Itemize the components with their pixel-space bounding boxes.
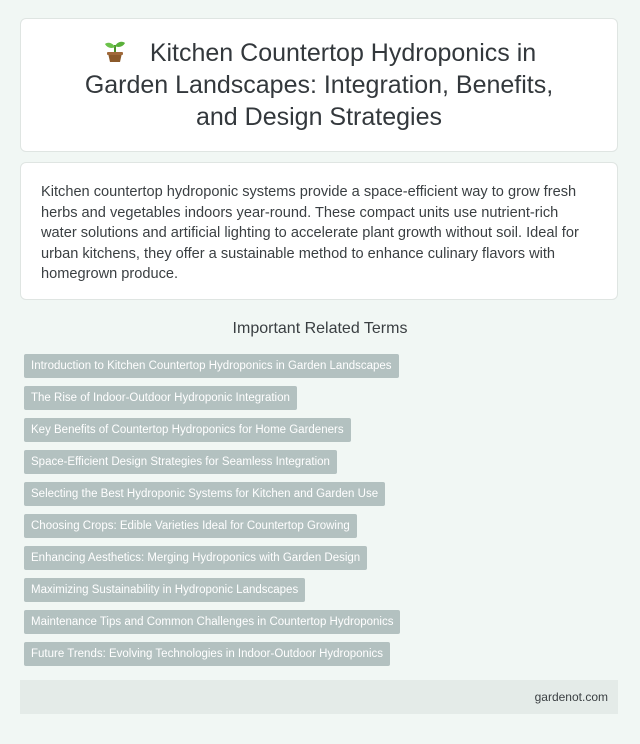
- page-title-text: Kitchen Countertop Hydroponics in Garden Landscapes: Integration, Benefits, and Design Strategies: [84, 39, 554, 131]
- title-card: [20, 18, 618, 152]
- sprout-icon: [102, 38, 128, 64]
- related-term-tag[interactable]: Introduction to Kitchen Countertop Hydroponics in Garden Landscapes: [24, 354, 399, 378]
- intro-text: Kitchen countertop hydroponic systems provide a space-efficient way to grow fresh herbs and vegetables indoors year-round. These compact units use nutrient-rich water solutions and artificial lighting to accelerate plant growth without soil. Ideal for urban kitchens, they offer a sustainable method to enhance culinary flavors with homegrown produce.: [41, 184, 579, 282]
- related-term-tag[interactable]: Key Benefits of Countertop Hydroponics for Home Gardeners: [24, 418, 351, 442]
- related-terms-list: [24, 354, 400, 674]
- related-terms-heading: Important Related Terms: [232, 320, 408, 337]
- related-term-tag[interactable]: Selecting the Best Hydroponic Systems for Kitchen and Garden Use: [24, 482, 385, 506]
- related-term-tag[interactable]: Choosing Crops: Edible Varieties Ideal for Countertop Growing: [24, 514, 357, 538]
- related-term-tag[interactable]: Future Trends: Evolving Technologies in Indoor-Outdoor Hydroponics: [24, 642, 390, 666]
- related-term-tag[interactable]: Maximizing Sustainability in Hydroponic Landscapes: [24, 578, 305, 602]
- footer: [20, 680, 618, 714]
- related-term-tag[interactable]: Maintenance Tips and Common Challenges in Countertop Hydroponics: [24, 610, 400, 634]
- footer-site-link[interactable]: gardenot.com: [534, 690, 608, 704]
- intro-card: [20, 162, 618, 300]
- related-term-tag[interactable]: The Rise of Indoor-Outdoor Hydroponic Integration: [24, 386, 297, 410]
- related-term-tag[interactable]: Enhancing Aesthetics: Merging Hydroponics with Garden Design: [24, 546, 367, 570]
- related-term-tag[interactable]: Space-Efficient Design Strategies for Seamless Integration: [24, 450, 337, 474]
- page-title: [61, 37, 577, 133]
